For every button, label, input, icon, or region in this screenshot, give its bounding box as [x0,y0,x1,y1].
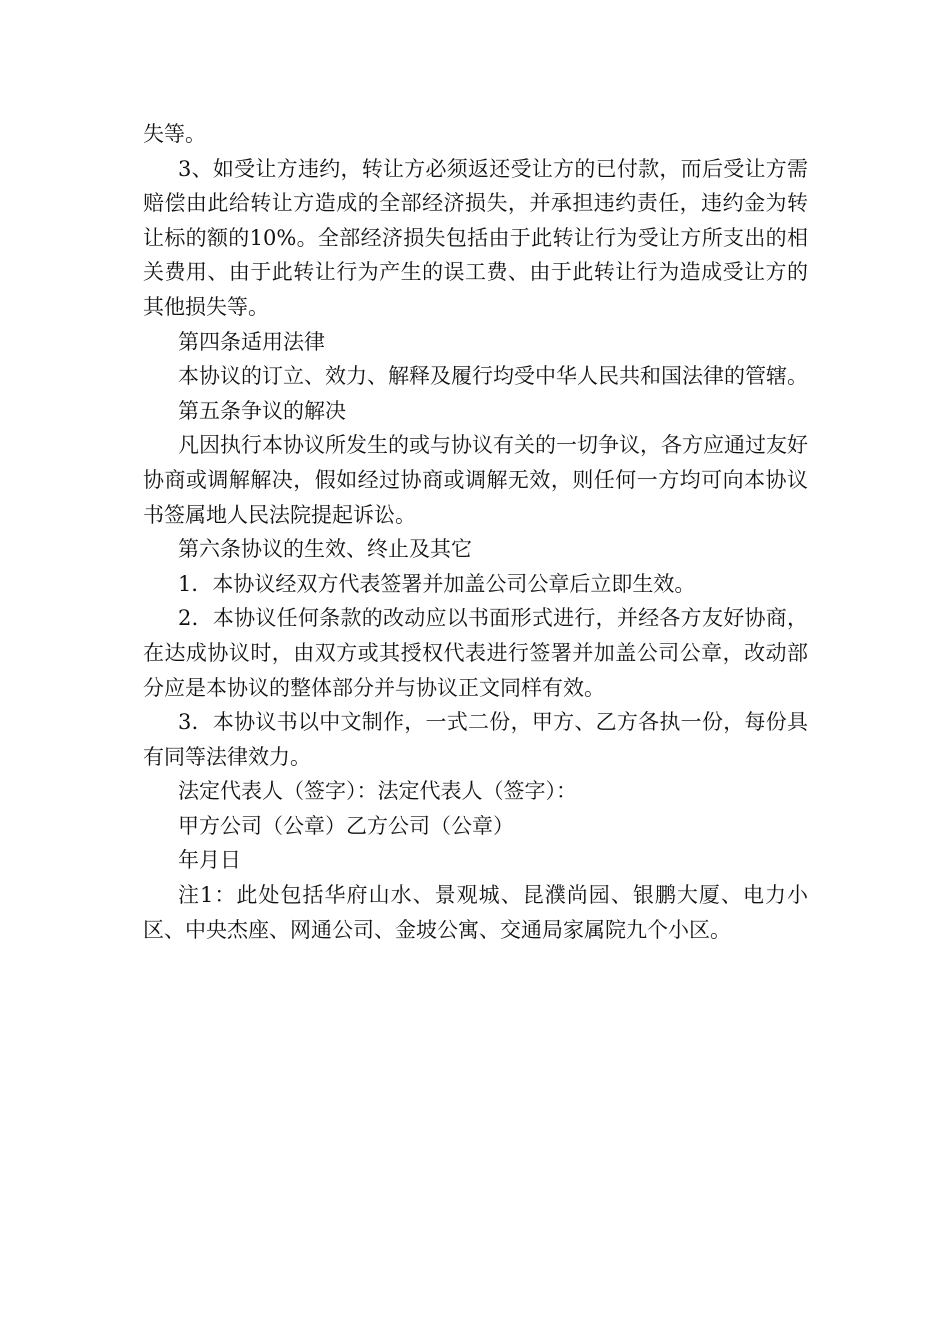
paragraph-continuation: 失等。 [143,122,206,146]
article-4-heading: 第四条适用法律 [178,329,325,354]
paragraph-applicable-law: 本协议的订立、效力、解释及履行均受中华人民共和国法律的管辖。 [178,364,808,389]
paragraph-copies-3: 3．本协议书以中文制作，一式二份，甲方、乙方各执一份，每份具有同等法律效力。 [143,710,808,769]
paragraph-amendment-2: 2．本协议任何条款的改动应以书面形式进行，并经各方友好协商，在达成协议时，由双方或其授权代表进行签署并加盖公司公章，改动部分应是本协议的整体部分并与协议正文同样有效。 [143,606,808,700]
footnote-1: 注1：此处包括华府山水、景观城、昆濮尚园、银鹏大厦、电力小区、中央杰座、网通公司、金坡公寓、交通局家属院九个小区。 [143,883,808,942]
signature-line: 法定代表人（签字）：法定代表人（签字）： [178,779,577,804]
paragraph-dispute-resolution: 凡因执行本协议所发生的或与协议有关的一切争议，各方应通过友好协商或调解解决，假如经过协商或调解无效，则任何一方均可向本协议书签属地人民法院提起诉讼。 [143,433,808,527]
document-body [143,117,808,947]
date-line: 年月日 [178,848,241,873]
article-5-heading: 第五条争议的解决 [178,398,346,423]
paragraph-breach-clause-3: 3、如受让方违约，转让方必须返还受让方的已付款，而后受让方需赔偿由此给转让方造成的全部经济损失，并承担违约责任，违约金为转让标的额的10%。全部经济损失包括由于此转让行为受让方所支出的相关费用、由于此转让行为产生的误工费、由于此转让行为造成受让方的其他损失等。 [143,156,808,319]
seal-line: 甲方公司（公章）乙方公司（公章） [178,813,514,838]
paragraph-effectiveness-1: 1．本协议经双方代表签署并加盖公司公章后立即生效。 [178,571,696,596]
article-6-heading: 第六条协议的生效、终止及其它 [178,537,472,562]
